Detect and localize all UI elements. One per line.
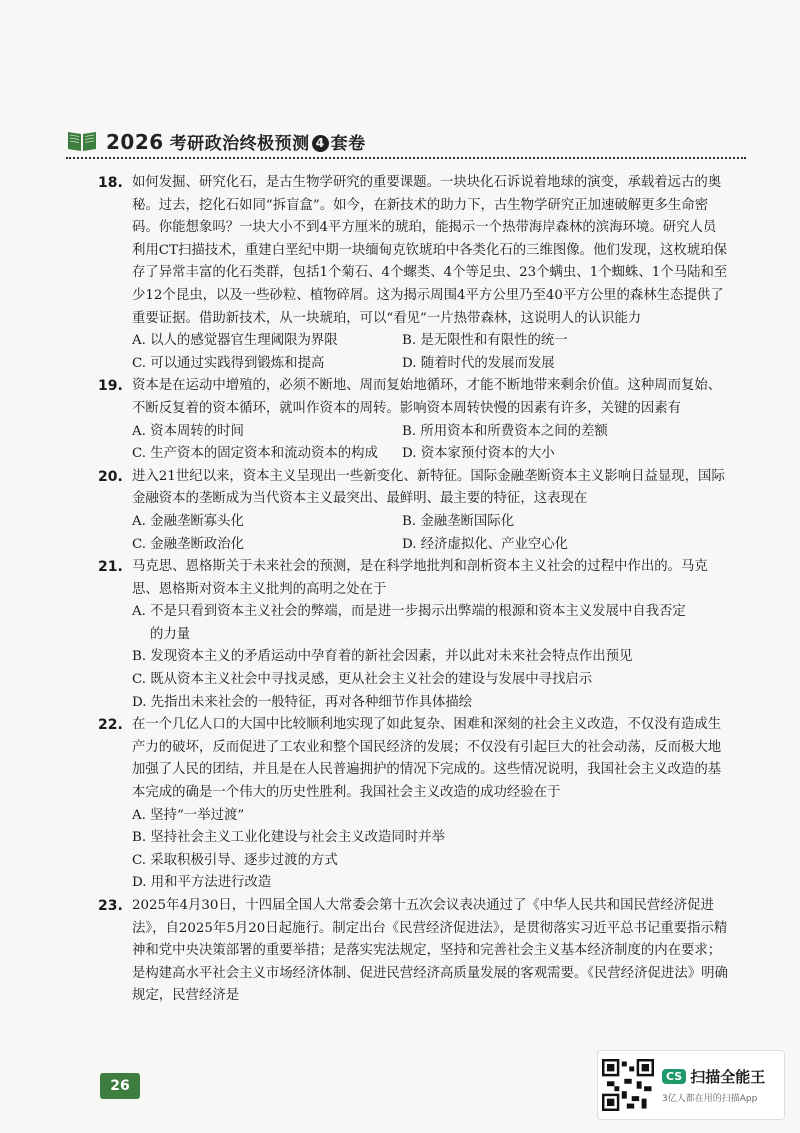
option-d: D. 经济虚拟化、产业空心化 [402,536,569,552]
question-stem [98,466,728,511]
option-c: C. 生产资本的固定资本和流动资本的构成 [132,446,378,462]
question-21 [98,556,728,714]
cs-logo-icon: CS [662,1069,686,1084]
watermark-tagline: 3亿人都在用的扫描App [662,1094,758,1104]
question-stem [98,172,728,330]
question-23 [98,895,728,1008]
option-c: C. 金融垄断政治化 [132,536,245,552]
header-divider [66,157,746,159]
option-a-line2: 的力量 [150,626,191,642]
option-d: D. 用和平方法进行改造 [132,875,272,891]
stem-text: 如何发掘、研究化石，是古生物学研究的重要课题。一块块化石诉说着地球的演变，承载着远古的奥秘。过去，挖化石如同“拆盲盒”。如今，在新技术的助力下，古生物学研究正加速破解更多生命密码。你能想象吗？一块大小不到4平方厘米的琥珀，能揭示一个热带海岸森林的滨海环境。研究人员利用CT扫描技术，重建白垩纪中期一块缅甸克钦琥珀中各类化石的三维图像。他们发现，这枚琥珀保存了异常丰富的化石类群，包括1个菊石、4个螺类、4个等足虫、23个螨虫、1个蜘蛛、1个马陆和至少12个昆虫，以及一些砂粒、植物碎屑。这为揭示周围4平方公里乃至40平方公里的森林生态提供了重要证据。借助新技术，从一块琥珀，可以“看见”一片热带森林，这说明人的认识能力 [132,175,728,326]
book-icon [66,129,98,153]
watermark-brand [662,1066,765,1087]
qr-code-icon [602,1059,654,1111]
question-stem [98,895,728,1008]
title-pre: 考研政治终极预测 [169,133,310,154]
stem-text: 在一个几亿人口的大国中比较顺利地实现了如此复杂、困难和深刻的社会主义改造，不仅没有造成生产力的破坏，反而促进了工农业和整个国民经济的发展；不仅没有引起巨大的社会动荡，反而极大地加强了人民的团结，并且是在人民普遍拥护的情况下完成的。这些情况说明，我国社会主义改造的基本完成的确是一个伟大的历史性胜利。我国社会主义改造的成功经验在于 [132,717,722,801]
option-a-line1: A. 不是只看到资本主义社会的弊端，而是进一步揭示出弊端的根源和资本主义发展中自我否定 [132,604,686,620]
question-number: 20. [98,468,123,485]
watermark-text [662,1066,765,1104]
option-b: B. 是无限性和有限性的统一 [402,333,568,349]
question-18 [98,172,728,375]
question-stem [98,556,728,601]
options [98,330,728,375]
option-a: A. 以人的感觉器官生理阈限为界限 [132,333,338,349]
option-b: B. 所用资本和所费资本之间的差额 [402,423,608,439]
running-header [66,126,746,156]
question-number: 22. [98,717,123,734]
question-22 [98,714,728,895]
title-post: 套卷 [330,133,366,154]
book-title [106,129,366,154]
option-b: B. 金融垄断国际化 [402,513,515,529]
stem-text: 马克思、恩格斯关于未来社会的预测，是在科学地批判和剖析资本主义社会的过程中作出的。马克思、恩格斯对资本主义批判的高明之处在于 [132,559,708,597]
question-stem [98,375,728,420]
option-d: D. 随着时代的发展而发展 [402,355,555,371]
stem-text: 2025年4月30日，十四届全国人大常委会第十五次会议表决通过了《中华人民共和国民营经济促进法》，自2025年5月20日起施行。制定出台《民营经济促进法》，是贯彻落实习近平总书记重要指示精神和党中央决策部署的重要举措；是落实宪法规定，坚持和完善社会主义基本经济制度的内在要求；是构建高水平社会主义市场经济体制、促进民营经济高质量发展的客观需要。《民营经济促进法》明确规定，民营经济是 [132,898,728,1004]
options [98,511,728,556]
option-b: B. 坚持社会主义工业化建设与社会主义改造同时并举 [132,830,445,846]
option-c: C. 可以通过实践得到锻炼和提高 [132,355,325,371]
question-stem [98,714,728,804]
option-d: D. 资本家预付资本的大小 [402,446,555,462]
option-a: A. 坚持“一举过渡” [132,807,245,823]
question-number: 23. [98,898,123,914]
options [98,421,728,466]
question-list [98,172,728,1008]
scanner-watermark [597,1050,785,1120]
stem-text: 进入21世纪以来，资本主义呈现出一些新变化、新特征。国际金融垄断资本主义影响日益显现，国际金融资本的垄断成为当代资本主义最突出、最鲜明、最主要的特征，这表现在 [132,468,725,507]
option-a: A. 金融垄断寡头化 [132,513,244,529]
option-b: B. 发现资本主义的矛盾运动中孕育着的新社会因素，并以此对未来社会特点作出预见 [132,649,633,665]
option-c: C. 既从资本主义社会中寻找灵感，更从社会主义社会的建设与发展中寻找启示 [132,672,593,688]
question-19 [98,375,728,465]
option-a [98,601,728,646]
option-a: A. 资本周转的时间 [132,423,244,439]
page-number: 26 [100,1073,140,1099]
title-year: 2026 [106,129,164,154]
question-number: 21. [98,559,123,576]
question-number: 18. [98,175,123,191]
question-number: 19. [98,378,123,395]
question-20 [98,466,728,556]
option-d: D. 先指出未来社会的一般特征，再对各种细节作具体描绘 [132,694,473,710]
brand-name: 扫描全能王 [690,1068,766,1086]
title-number: 4 [312,135,329,152]
stem-text: 资本是在运动中增殖的，必须不断地、周而复始地循环，才能不断地带来剩余价值。这种周而复始、不断反复着的资本循环，就叫作资本的周转。影响资本周转快慢的因素有许多，关键的因素有 [132,378,722,416]
option-c: C. 采取积极引导、逐步过渡的方式 [132,852,338,868]
